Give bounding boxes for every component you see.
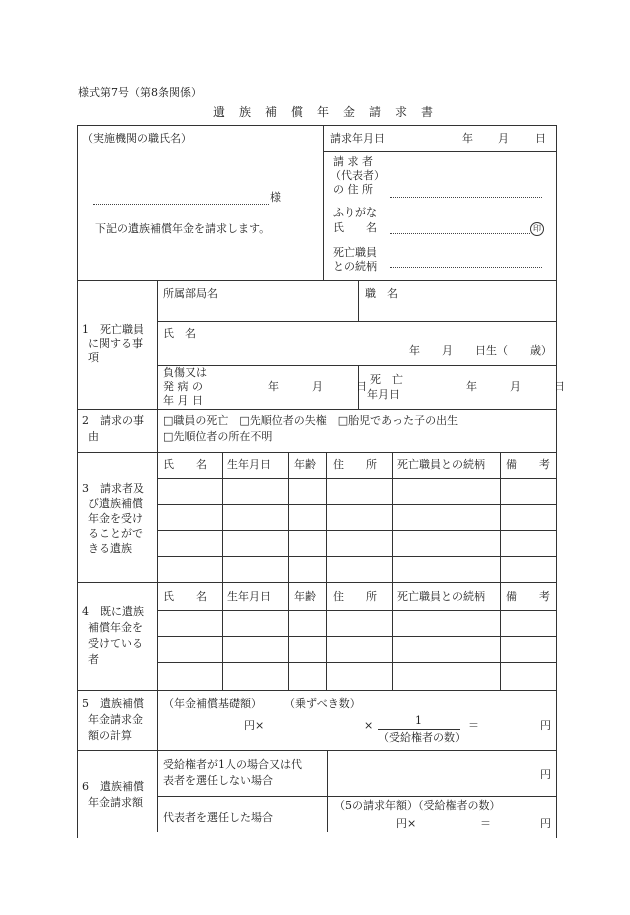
- relation-label-2: との続柄: [333, 260, 377, 273]
- section2-label-2: 由: [88, 430, 99, 443]
- relation-label-1: 死亡職員: [333, 246, 377, 259]
- agency-label: （実施機関の職氏名）: [82, 132, 192, 145]
- section1-label-1: 1 死亡職員: [82, 323, 144, 336]
- reason-options-2[interactable]: □先順位者の所在不明: [163, 430, 273, 443]
- claimant-label-2: （代表者）: [330, 169, 385, 182]
- case1-label-2: 表者を選任しない場合: [163, 774, 273, 787]
- date-month: 月: [498, 132, 509, 145]
- s3-col-relation: 死亡職員との続柄: [397, 458, 485, 471]
- birth-date-age: 年 月 日生（ 歳）: [409, 344, 552, 357]
- request-text: 下記の遺族補償年金を請求します。: [95, 222, 271, 235]
- injury-label-1: 負傷又は: [163, 366, 207, 379]
- calc-yen: 円: [540, 719, 551, 732]
- section3-label-5: きる遺族: [88, 542, 132, 555]
- section3-label-1: 3 請求者及: [82, 482, 144, 495]
- section4-label-3: 受けている: [88, 637, 143, 650]
- claimant-name-label: 氏 名: [333, 221, 377, 234]
- date-label: 請求年月日: [330, 132, 385, 145]
- relation-line[interactable]: [390, 267, 542, 268]
- claimant-label-3: の 住 所: [333, 183, 373, 196]
- section5-label-1: 5 遺族補償: [82, 697, 144, 710]
- date-day: 日: [535, 132, 546, 145]
- date-year: 年: [462, 132, 473, 145]
- s4-col-remarks: 備 考: [506, 590, 550, 603]
- section5-label-2: 年金請求金: [88, 713, 143, 726]
- s3-col-birth: 生年月日: [227, 458, 271, 471]
- section3-label-3: 年金を受け: [88, 512, 143, 525]
- agency-name-line[interactable]: [93, 204, 269, 205]
- form-number: 様式第7号（第8条関係）: [78, 86, 202, 99]
- case2-yen: 円: [540, 817, 551, 830]
- case2-equals: ＝: [480, 817, 491, 830]
- s3-col-age: 年齢: [294, 458, 316, 471]
- calc-denominator: （受給権者の数）: [378, 731, 466, 744]
- s4-col-name: 氏 名: [163, 590, 207, 603]
- case2-formula-head: （5の請求年額）（受給権者の数）: [334, 799, 501, 812]
- injury-date: 年 月 日: [268, 380, 367, 393]
- case2-label: 代表者を選任した場合: [163, 811, 273, 824]
- section3-label-4: ることがで: [88, 527, 143, 540]
- section5-label-3: 額の計算: [88, 729, 132, 742]
- claimant-address-line[interactable]: [390, 197, 542, 198]
- s3-col-name: 氏 名: [163, 458, 207, 471]
- furigana-label: ふりがな: [333, 206, 377, 219]
- s4-col-relation: 死亡職員との続柄: [397, 590, 485, 603]
- death-label-2: 年月日: [367, 388, 400, 401]
- section4-label-2: 補償年金を: [88, 621, 143, 634]
- death-date: 年 月 日: [466, 380, 565, 393]
- section3-label-2: び遺族補償: [88, 497, 143, 510]
- injury-label-2: 発 病 の: [163, 380, 203, 393]
- multiplier-label: （乗ずべき数）: [284, 697, 361, 710]
- reason-options-1[interactable]: □職員の死亡 □先順位者の失権 □胎児であった子の出生: [163, 414, 459, 427]
- dept-label: 所属部局名: [163, 287, 218, 300]
- s3-col-remarks: 備 考: [506, 458, 550, 471]
- calc-times: ×: [364, 719, 374, 732]
- section1-label-3: 項: [88, 351, 99, 364]
- s4-col-address: 住 所: [333, 590, 377, 603]
- sama-label: 様: [270, 191, 281, 204]
- s4-col-age: 年齢: [294, 590, 316, 603]
- calc-numerator: 1: [415, 714, 422, 727]
- deceased-name-label: 氏 名: [163, 327, 196, 340]
- injury-label-3: 年 月 日: [163, 394, 203, 407]
- section4-label-1: 4 既に遺族: [82, 605, 144, 618]
- section6-label-2: 年金請求額: [88, 796, 143, 809]
- section4-label-4: 者: [88, 653, 99, 666]
- s4-col-birth: 生年月日: [227, 590, 271, 603]
- fraction-bar: [378, 729, 460, 730]
- section2-label-1: 2 請求の事: [82, 414, 144, 427]
- claimant-label-1: 請 求 者: [333, 155, 373, 168]
- section1-label-2: に関する事: [88, 337, 143, 350]
- calc-equals: ＝: [468, 719, 479, 732]
- calc-yen-times: 円×: [244, 719, 265, 732]
- claimant-name-line[interactable]: [390, 233, 530, 234]
- base-amount-label: （年金補償基礎額）: [163, 697, 262, 710]
- case2-yen-times: 円×: [396, 817, 417, 830]
- case1-label-1: 受給権者が1人の場合又は代: [163, 758, 302, 771]
- s3-col-address: 住 所: [333, 458, 377, 471]
- section6-label-1: 6 遺族補償: [82, 780, 144, 793]
- form-title: 遺 族 補 償 年 金 請 求 書: [213, 105, 435, 119]
- rank-label: 職 名: [365, 287, 398, 300]
- death-label-1: 死 亡: [370, 373, 403, 386]
- case1-yen: 円: [540, 768, 551, 781]
- seal-mark: 印: [530, 222, 544, 236]
